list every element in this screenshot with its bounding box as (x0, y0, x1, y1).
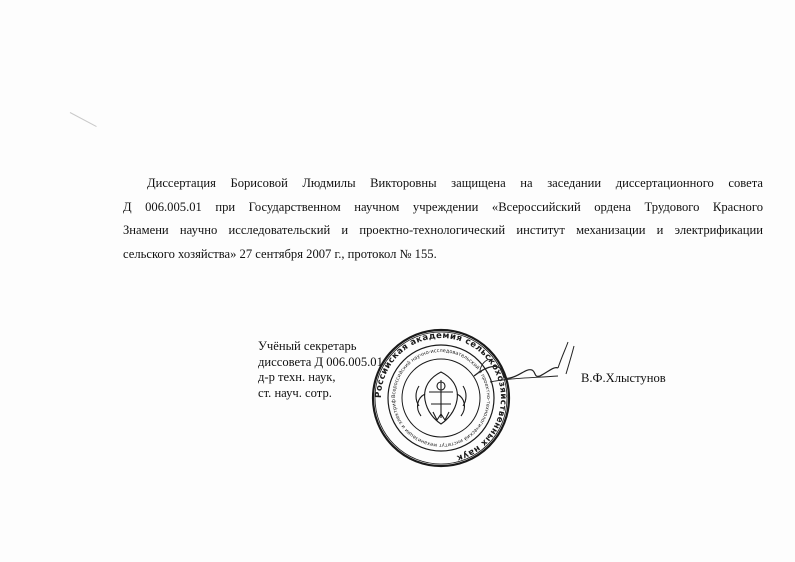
signatory-council: диссовета Д 006.005.01 (258, 354, 383, 369)
signatory-rank: ст. науч. сотр. (258, 385, 332, 400)
defense-statement (123, 172, 763, 266)
seal-emblem (416, 372, 466, 424)
scan-mark (70, 112, 97, 127)
seal-outer-text: Российская академия сельскохозяйственных наук (373, 330, 509, 463)
statement-line-4: сельского хозяйства» 27 сентября 2007 г., протокол № 155. (123, 246, 437, 261)
statement-line-3: Знамени научно исследовательский и проектно-технологический институт механизации и электрификации (123, 223, 763, 237)
signatory-title-block (258, 339, 383, 401)
seal-inner-text: Всероссийский научно-исследовательский и проектно-технологический институт механизации и электриф (390, 347, 492, 449)
signatory-degree: д-р техн. наук, (258, 370, 336, 385)
statement-line-2: Д 006.005.01 при Государственном научном учреждении «Всероссийский ордена Трудового Красного (123, 199, 763, 214)
signer-name: В.Ф.Хлыстунов (581, 371, 666, 385)
signatory-role: Учёный секретарь (258, 339, 357, 353)
statement-line-1: Диссертация Борисовой Людмилы Викторовны защищена на заседании диссертационного совета (147, 176, 763, 190)
handwritten-signature (470, 338, 580, 398)
